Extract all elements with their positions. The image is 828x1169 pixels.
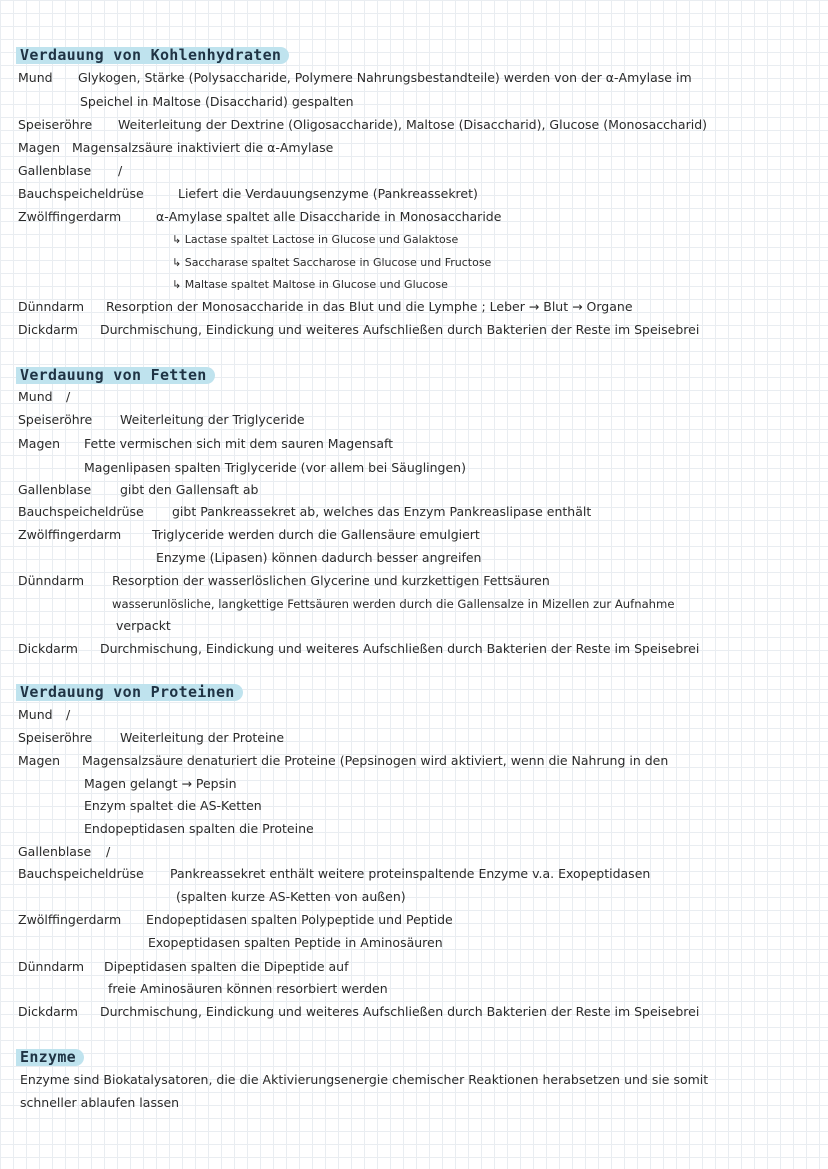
text-p-magen-3: Enzym spaltet die AS-Ketten bbox=[84, 798, 262, 813]
text-kh-bauchspeicheldruese: Liefert die Verdauungsenzyme (Pankreassekret) bbox=[178, 186, 478, 201]
text-p-magen-4: Endopeptidasen spalten die Proteine bbox=[84, 821, 314, 836]
label-gallenblase: Gallenblase bbox=[18, 482, 92, 497]
text-f-duenndarm: Resorption der wasserlöslichen Glycerine und kurzkettigen Fettsäuren bbox=[112, 573, 550, 588]
label-zwoelffingerdarm: Zwölffingerdarm bbox=[18, 209, 122, 224]
label-dickdarm: Dickdarm bbox=[18, 322, 78, 337]
text-f-zwoelffingerdarm-2: Enzyme (Lipasen) können dadurch besser angreifen bbox=[156, 550, 482, 565]
text-kh-lactase: ↳ Lactase spaltet Lactose in Glucose und Galaktose bbox=[172, 233, 459, 246]
text-f-dickdarm: Durchmischung, Eindickung und weiteres Aufschließen durch Bakterien der Reste im Speisebrei bbox=[100, 641, 700, 656]
text-kh-mund: Glykogen, Stärke (Polysaccharide, Polymere Nahrungsbestandteile) werden von der α-Amylase im bbox=[78, 70, 692, 85]
heading-enzyme: Enzyme bbox=[16, 1049, 84, 1066]
label-zwoelffingerdarm: Zwölffingerdarm bbox=[18, 527, 122, 542]
text-f-zwoelffingerdarm: Triglyceride werden durch die Gallensäure emulgiert bbox=[152, 527, 480, 542]
heading-kohlenhydrate: Verdauung von Kohlenhydraten bbox=[16, 47, 289, 64]
text-p-gallenblase: / bbox=[106, 844, 111, 859]
text-kh-gallenblase: / bbox=[118, 163, 123, 178]
text-enzyme-2: schneller ablaufen lassen bbox=[20, 1095, 180, 1110]
text-kh-magen: Magensalzsäure inaktiviert die α-Amylase bbox=[72, 140, 334, 155]
label-bauchspeicheldruese: Bauchspeicheldrüse bbox=[18, 186, 144, 201]
label-gallenblase: Gallenblase bbox=[18, 163, 92, 178]
text-p-duenndarm-2: freie Aminosäuren können resorbiert werden bbox=[108, 981, 388, 996]
label-duenndarm: Dünndarm bbox=[18, 573, 85, 588]
label-magen: Magen bbox=[18, 753, 60, 768]
heading-fette: Verdauung von Fetten bbox=[16, 367, 215, 384]
text-kh-mund-2: Speichel in Maltose (Disaccharid) gespalten bbox=[80, 94, 354, 109]
label-dickdarm: Dickdarm bbox=[18, 1004, 78, 1019]
label-duenndarm: Dünndarm bbox=[18, 299, 85, 314]
text-f-duenndarm-2: wasserunlösliche, langkettige Fettsäuren werden durch die Gallensalze in Mizellen zur Aufnahme bbox=[112, 597, 675, 611]
text-p-zwoelffingerdarm: Endopeptidasen spalten Polypeptide und Peptide bbox=[146, 912, 453, 927]
label-gallenblase: Gallenblase bbox=[18, 844, 92, 859]
text-f-magen: Fette vermischen sich mit dem sauren Magensaft bbox=[84, 436, 394, 451]
text-f-gallenblase: gibt den Gallensaft ab bbox=[120, 482, 259, 497]
text-f-speiseroehre: Weiterleitung der Triglyceride bbox=[120, 412, 305, 427]
text-kh-maltase: ↳ Maltase spaltet Maltose in Glucose und Glucose bbox=[172, 278, 448, 291]
text-kh-zwoelffingerdarm: α-Amylase spaltet alle Disaccharide in Monosaccharide bbox=[156, 209, 502, 224]
label-dickdarm: Dickdarm bbox=[18, 641, 78, 656]
text-kh-dickdarm: Durchmischung, Eindickung und weiteres Aufschließen durch Bakterien der Reste im Speisebrei bbox=[100, 322, 700, 337]
label-speiseroehre: Speiseröhre bbox=[18, 412, 93, 427]
text-p-speiseroehre: Weiterleitung der Proteine bbox=[120, 730, 285, 745]
label-bauchspeicheldruese: Bauchspeicheldrüse bbox=[18, 504, 144, 519]
text-p-zwoelffingerdarm-2: Exopeptidasen spalten Peptide in Aminosäuren bbox=[148, 935, 443, 950]
text-p-bauchspeicheldruese-2: (spalten kurze AS-Ketten von außen) bbox=[176, 889, 406, 904]
text-p-magen: Magensalzsäure denaturiert die Proteine (Pepsinogen wird aktiviert, wenn die Nahrung in den bbox=[82, 753, 669, 768]
text-kh-duenndarm: Resorption der Monosaccharide in das Blut und die Lymphe ; Leber → Blut → Organe bbox=[106, 299, 633, 314]
text-p-magen-2: Magen gelangt → Pepsin bbox=[84, 776, 237, 791]
label-bauchspeicheldruese: Bauchspeicheldrüse bbox=[18, 866, 144, 881]
heading-proteine: Verdauung von Proteinen bbox=[16, 684, 243, 701]
text-f-duenndarm-3: verpackt bbox=[116, 618, 171, 633]
label-duenndarm: Dünndarm bbox=[18, 959, 85, 974]
label-zwoelffingerdarm: Zwölffingerdarm bbox=[18, 912, 122, 927]
text-p-duenndarm: Dipeptidasen spalten die Dipeptide auf bbox=[104, 959, 349, 974]
text-kh-saccharase: ↳ Saccharase spaltet Saccharose in Glucose und Fructose bbox=[172, 256, 492, 269]
text-kh-speiseroehre: Weiterleitung der Dextrine (Oligosaccharide), Maltose (Disaccharid), Glucose (Monosaccharid) bbox=[118, 117, 708, 132]
text-p-mund: / bbox=[66, 707, 71, 722]
label-mund: Mund bbox=[18, 389, 53, 404]
label-speiseroehre: Speiseröhre bbox=[18, 117, 93, 132]
text-f-mund: / bbox=[66, 389, 71, 404]
text-p-bauchspeicheldruese: Pankreassekret enthält weitere proteinspaltende Enzyme v.a. Exopeptidasen bbox=[170, 866, 651, 881]
text-p-dickdarm: Durchmischung, Eindickung und weiteres Aufschließen durch Bakterien der Reste im Speisebrei bbox=[100, 1004, 700, 1019]
text-f-bauchspeicheldruese: gibt Pankreassekret ab, welches das Enzym Pankreaslipase enthält bbox=[172, 504, 592, 519]
label-mund: Mund bbox=[18, 707, 53, 722]
text-f-magen-2: Magenlipasen spalten Triglyceride (vor allem bei Säuglingen) bbox=[84, 460, 466, 475]
label-magen: Magen bbox=[18, 436, 60, 451]
text-enzyme: Enzyme sind Biokatalysatoren, die die Aktivierungsenergie chemischer Reaktionen herabsetzen und sie somit bbox=[20, 1072, 709, 1087]
label-speiseroehre: Speiseröhre bbox=[18, 730, 93, 745]
label-mund: Mund bbox=[18, 70, 53, 85]
label-magen: Magen bbox=[18, 140, 60, 155]
